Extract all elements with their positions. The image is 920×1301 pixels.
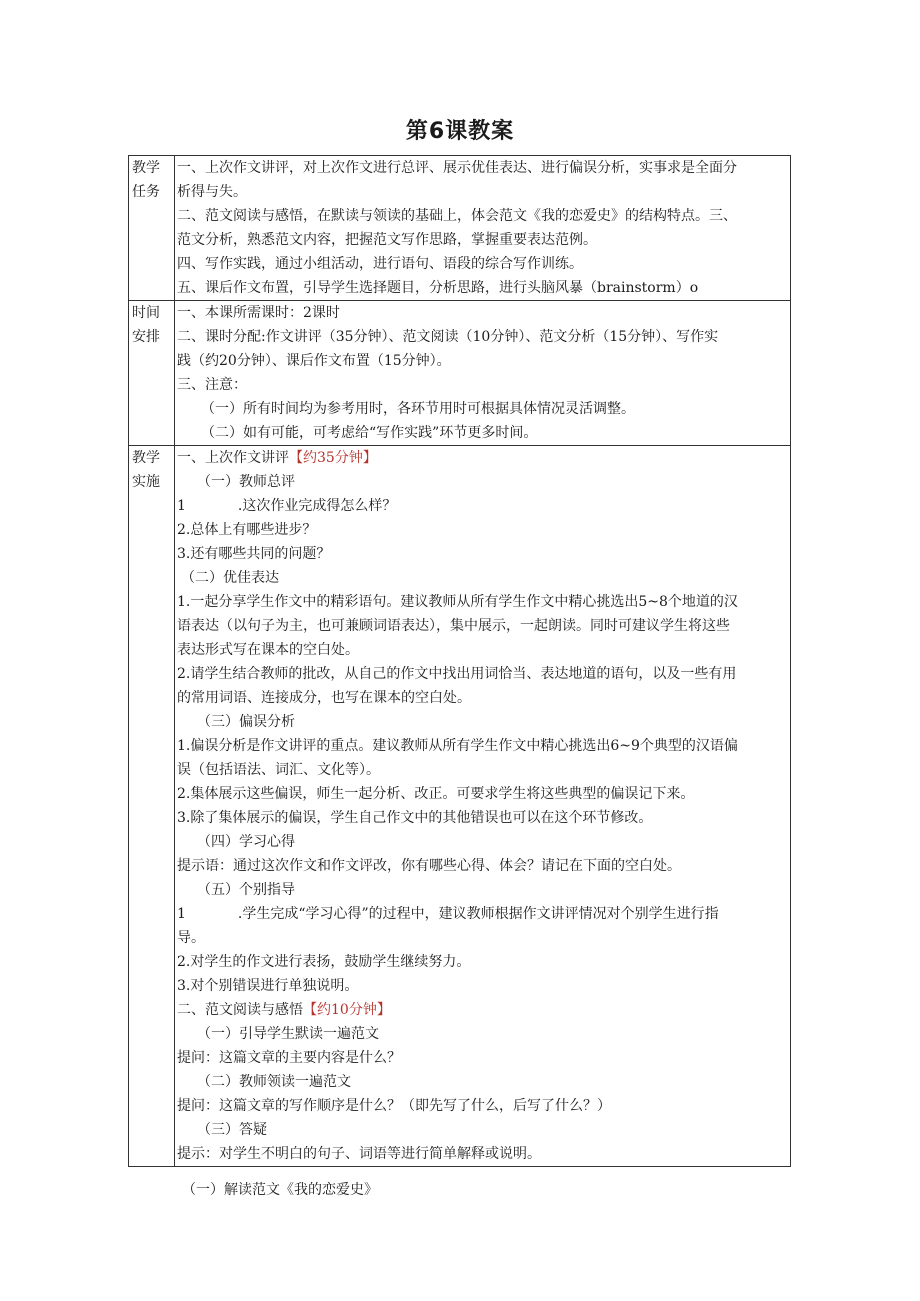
subheading: （二）教师领读一遍范文	[197, 1074, 351, 1090]
subheading: （二）优佳表达	[181, 570, 279, 586]
text-line: 语表达（以句子为主，也可兼顾词语表达），集中展示，一起朗读。同时可建议学生将这些	[177, 618, 730, 634]
impl-content-clip	[177, 446, 788, 1166]
row-label	[129, 156, 175, 301]
text-line: 提问：这篇文章的写作顺序是什么？（即先写了什么，后写了什么？）	[177, 1098, 611, 1114]
subheading: （五）个别指导	[197, 882, 295, 898]
subheading: （三）答疑	[197, 1122, 267, 1138]
text-line: 一、上次作文讲评，对上次作文进行总评、展示优佳表达、进行偏误分析，实事求是全面分	[177, 160, 737, 176]
row-time-arrangement	[129, 301, 791, 446]
subheading: （一）引导学生默读一遍范文	[197, 1026, 379, 1042]
text-line: 三、注意：	[177, 377, 247, 393]
section-heading	[177, 446, 788, 470]
label-line: 实施	[132, 474, 160, 490]
section-title: 一、上次作文讲评	[177, 450, 289, 466]
text-line: 误（包括语法、词汇、文化等）。	[177, 762, 380, 778]
time-tag: 【约35分钟】	[289, 450, 377, 466]
text-line: 1.一起分享学生作文中的精彩语句。建议教师从所有学生作文中精心挑选出5~8个地道的汉	[177, 594, 738, 610]
text-line: （二）如有可能，可考虑给“写作实践”环节更多时间。	[201, 425, 538, 441]
lesson-plan-table	[128, 155, 791, 1167]
text-line: 二、课时分配:作文讲评（35分钟）、范文阅读（10分钟）、范文分析（15分钟）、写作实	[177, 329, 719, 345]
time-content	[175, 301, 791, 446]
time-tag: 【约10分钟】	[303, 1002, 391, 1018]
subheading: （三）偏误分析	[197, 714, 295, 730]
row-label	[129, 446, 175, 1167]
text-line: 四、写作实践，通过小组活动，进行语句、语段的综合写作训练。	[177, 256, 583, 272]
label-line: 时间	[132, 305, 160, 321]
text-line: 3.除了集体展示的偏误，学生自己作文中的其他错误也可以在这个环节修改。	[177, 810, 653, 826]
section-heading	[177, 998, 788, 1022]
subheading: （四）学习心得	[197, 834, 295, 850]
text-line: 的常用词语、连接成分，也写在课本的空白处。	[177, 690, 471, 706]
text-line: 3.对个别错误进行单独说明。	[177, 978, 359, 994]
label-line: 教学	[132, 160, 160, 176]
row-teaching-tasks	[129, 156, 791, 301]
label-line: 教学	[132, 450, 160, 466]
text-line: 析得与失。	[177, 184, 247, 200]
text-line: 范文分析，熟悉范文内容，把握范文写作思路，掌握重要表达范例。	[177, 232, 597, 248]
text-line: 表达形式写在课本的空白处。	[177, 642, 359, 658]
text-line: 提示：对学生不明白的句子、词语等进行简单解释或说明。	[177, 1146, 541, 1162]
page-title: 第6课教案	[405, 119, 515, 144]
text-line: 五、课后作文布置，引导学生选择题目，分析思路，进行头脑风暴（brainstorm）o	[177, 280, 699, 296]
text-line: 提示语：通过这次作文和作文评改，你有哪些心得、体会？请记在下面的空白处。	[177, 858, 681, 874]
impl-content	[175, 446, 791, 1167]
task-content	[175, 156, 791, 301]
text-line: 2.对学生的作文进行表扬，鼓励学生继续努力。	[177, 954, 471, 970]
section-title: 二、范文阅读与感悟	[177, 1002, 303, 1018]
text-line: 一、本课所需课时：2课时	[177, 305, 340, 321]
text-line: 践（约20分钟）、课后作文布置（15分钟）。	[177, 353, 451, 369]
text-line: 提问：这篇文章的主要内容是什么？	[177, 1050, 401, 1066]
text-line: 2.请学生结合教师的批改，从自己的作文中找出用词恰当、表达地道的语句，以及一些有用	[177, 666, 737, 682]
item-number: 1	[177, 498, 186, 514]
text-line: 1.偏误分析是作文讲评的重点。建议教师从所有学生作文中精心挑选出6~9个典型的汉语偏	[177, 738, 738, 754]
item-text: .学生完成“学习心得”的过程中，建议教师根据作文讲评情况对个别学生进行指	[237, 906, 719, 922]
text-line: 3.还有哪些共同的问题？	[177, 546, 331, 562]
after-table-text: （一）解读范文《我的恋爱史》	[182, 1182, 378, 1198]
label-line: 安排	[132, 329, 160, 345]
text-line: 导。	[177, 930, 205, 946]
text-line: 二、范文阅读与感悟，在默读与领读的基础上，体会范文《我的恋爱史》的结构特点。三、	[177, 208, 737, 224]
label-line: 任务	[132, 184, 160, 200]
text-line: 2.总体上有哪些进步？	[177, 522, 317, 538]
subheading: （一）教师总评	[197, 474, 295, 490]
row-label	[129, 301, 175, 446]
text-line: （一）所有时间均为参考用时，各环节用时可根据具体情况灵活调整。	[201, 401, 635, 417]
item-number: 1	[177, 906, 186, 922]
text-line	[177, 902, 788, 926]
item-text: .这次作业完成得怎么样？	[237, 498, 397, 514]
row-teaching-implementation	[129, 446, 791, 1167]
text-line	[177, 494, 788, 518]
text-line: 2.集体展示这些偏误，师生一起分析、改正。可要求学生将这些典型的偏误记下来。	[177, 786, 695, 802]
